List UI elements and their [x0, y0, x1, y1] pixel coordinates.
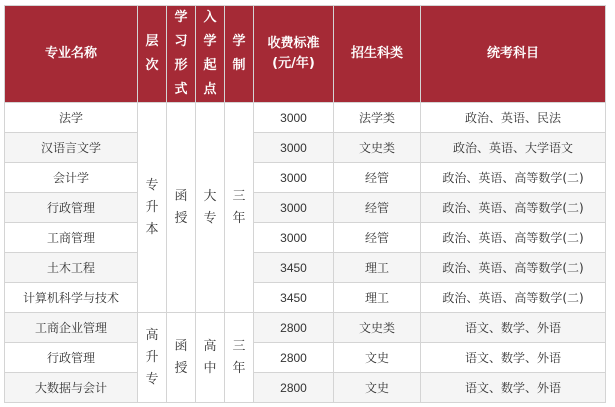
fee-cell: 2800 — [254, 343, 334, 373]
fee-cell: 3000 — [254, 133, 334, 163]
exam-subjects-cell: 语文、数学、外语 — [421, 343, 606, 373]
entry-level-cell: 高 中 — [196, 313, 225, 403]
category-cell: 法学类 — [334, 103, 421, 133]
enrollment-table — [4, 5, 606, 403]
major-name: 行政管理 — [5, 343, 138, 373]
category-cell: 文史 — [334, 343, 421, 373]
table-row — [5, 373, 606, 403]
category-cell: 理工 — [334, 253, 421, 283]
category-cell: 经管 — [334, 163, 421, 193]
major-name: 行政管理 — [5, 193, 138, 223]
exam-subjects-cell: 政治、英语、高等数学(二) — [421, 223, 606, 253]
major-name: 大数据与会计 — [5, 373, 138, 403]
category-cell: 理工 — [334, 283, 421, 313]
entry-level-cell: 大 专 — [196, 103, 225, 313]
category-cell: 经管 — [334, 223, 421, 253]
table-row — [5, 283, 606, 313]
header-fee-line1: 收费标准 — [267, 36, 320, 51]
table-row — [5, 193, 606, 223]
exam-subjects-cell: 语文、数学、外语 — [421, 373, 606, 403]
exam-subjects-cell: 政治、英语、高等数学(二) — [421, 163, 606, 193]
table-row — [5, 163, 606, 193]
duration-cell: 三 年 — [225, 313, 254, 403]
header-duration: 学 制 — [225, 6, 254, 103]
duration-cell: 三 年 — [225, 103, 254, 313]
table-row — [5, 133, 606, 163]
table-row — [5, 103, 606, 133]
level-cell: 高 升 专 — [138, 313, 167, 403]
fee-cell: 3450 — [254, 253, 334, 283]
major-name: 会计学 — [5, 163, 138, 193]
fee-cell: 3000 — [254, 163, 334, 193]
category-cell: 文史 — [334, 373, 421, 403]
header-category: 招生科类 — [334, 6, 421, 103]
exam-subjects-cell: 政治、英语、高等数学(二) — [421, 193, 606, 223]
major-name: 汉语言文学 — [5, 133, 138, 163]
header-major: 专业名称 — [5, 6, 138, 103]
table-body — [5, 103, 606, 403]
header-fee — [254, 6, 334, 103]
header-level: 层 次 — [138, 6, 167, 103]
study-mode-cell: 函 授 — [167, 103, 196, 313]
category-cell: 经管 — [334, 193, 421, 223]
major-name: 土木工程 — [5, 253, 138, 283]
table-row — [5, 253, 606, 283]
fee-cell: 3450 — [254, 283, 334, 313]
level-cell: 专 升 本 — [138, 103, 167, 313]
fee-cell: 3000 — [254, 223, 334, 253]
exam-subjects-cell: 政治、英语、高等数学(二) — [421, 253, 606, 283]
category-cell: 文史类 — [334, 313, 421, 343]
exam-subjects-cell: 语文、数学、外语 — [421, 313, 606, 343]
table-row — [5, 343, 606, 373]
fee-cell: 2800 — [254, 373, 334, 403]
major-name: 计算机科学与技术 — [5, 283, 138, 313]
study-mode-cell: 函 授 — [167, 313, 196, 403]
header-row — [5, 6, 606, 103]
header-study-mode: 学 习 形 式 — [167, 6, 196, 103]
header-fee-line2: (元/年) — [272, 56, 315, 71]
category-cell: 文史类 — [334, 133, 421, 163]
exam-subjects-cell: 政治、英语、高等数学(二) — [421, 283, 606, 313]
major-name: 工商企业管理 — [5, 313, 138, 343]
fee-cell: 3000 — [254, 103, 334, 133]
major-name: 工商管理 — [5, 223, 138, 253]
header-entry-level: 入 学 起 点 — [196, 6, 225, 103]
header-exam-subjects: 统考科目 — [421, 6, 606, 103]
fee-cell: 2800 — [254, 313, 334, 343]
table-row — [5, 313, 606, 343]
fee-cell: 3000 — [254, 193, 334, 223]
major-name: 法学 — [5, 103, 138, 133]
table-row — [5, 223, 606, 253]
exam-subjects-cell: 政治、英语、大学语文 — [421, 133, 606, 163]
exam-subjects-cell: 政治、英语、民法 — [421, 103, 606, 133]
